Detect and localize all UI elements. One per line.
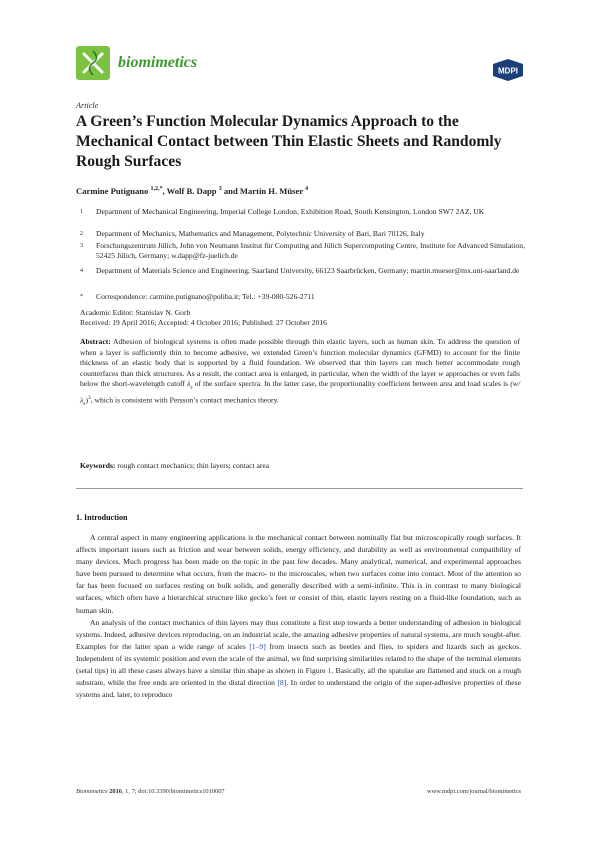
- math-paren: ): [85, 395, 88, 405]
- author-affiliation-marker: 4: [305, 186, 309, 193]
- figure-link[interactable]: 1: [327, 666, 332, 676]
- author-list: Carmine Putignano $^{1,2,*}$, Wolf B. Dapp $^3$ and Martin H. Müser $^4$: [76, 186, 309, 196]
- citation-link[interactable]: [1–9]: [249, 641, 266, 651]
- footer-journal: Biomimetics: [76, 788, 108, 795]
- correspondence-text: Correspondence: carmine.putignano@poliba.it; Tel.: +39-080-526-2711: [96, 292, 315, 301]
- mdpi-logo-icon: [490, 58, 526, 82]
- footer-url[interactable]: www.mdpi.com/journal/biomimetics: [426, 788, 521, 795]
- abstract-text: , which is consistent with Persson’s contact mechanics theory.: [90, 395, 279, 405]
- body-text: [76, 532, 521, 701]
- math-subscript: s: [83, 401, 86, 408]
- author-conjunction: and: [223, 186, 238, 196]
- affiliation-number: 1: [80, 209, 83, 215]
- section-heading: 1. Introduction: [76, 513, 128, 522]
- abstract-text: Adhesion of biological systems is often made possible through thin elastic layers, such as human skin. To address the question of when a layer is sufficiently thin to become adhesive, we extended Green’s function molecular dynamics (GFMD) to account for the finite thickness of an elastic body that is supported by a fluid foundation. We observed that thin layers can much better accommodate rough counterfaces than thick structures. As a result, the contact area is enlarged, in particular, when the width of the layer: [80, 337, 521, 378]
- affiliation-text: Department of Mechanics, Mathematics and Management, Polytechnic University of Bari, Bari 70126, Italy: [96, 229, 425, 238]
- paragraph-text: from insects such as beetles and flies, to spiders and lizards such as geckos. Independent of its systemic position and even the scale of the animal, we find surprising similarities related to the shape of the terminal elements (setal tips) in all these cases always have a similar thin shape as shown in Figure: [76, 641, 521, 676]
- correspondence-marker: *: [80, 294, 83, 300]
- affiliation-text: Department of Mechanical Engineering, Imperial College London, Exhibition Road, South Kensington, London SW7 2AZ, UK: [96, 207, 485, 216]
- math-subscript: s: [190, 384, 193, 391]
- journal-header: [76, 44, 526, 88]
- paragraph-text: . Basically, all the spatulae are flattened and stuck on a rough substrate, while the free ends are oriented in the distal direction: [76, 666, 521, 688]
- math-exponent: 3: [87, 395, 91, 402]
- abstract: [80, 337, 520, 410]
- citation-link[interactable]: [8]: [277, 678, 287, 688]
- abstract-text: of the surface spectra. In the latter case, the proportionality coefficient between area and load scales is: [192, 379, 511, 388]
- abstract-text: approaches or even falls below the short-wavelength cutoff: [80, 368, 520, 388]
- abstract-label: Abstract:: [80, 337, 111, 346]
- paragraph-text: . In order to understand the origin of the super-adhesive properties of these systems and, later, to reproduce: [76, 678, 521, 700]
- affiliation-text: Forschungszentrum Jülich, John von Neumann Institut für Computing and Jülich Supercomputing Centre, Institute for Advanced Simulation, 52425 Jülich, Germany; w.dapp@fz-juelich.de: [96, 241, 525, 261]
- author-name: Martin H. Müser: [239, 186, 303, 196]
- affiliation-number: 2: [80, 231, 83, 237]
- footer-citation: [76, 788, 225, 795]
- biomimetics-logo-icon: [76, 46, 110, 80]
- affiliation-number: 4: [80, 268, 83, 274]
- keywords-text: rough contact mechanics; thin layers; contact area: [117, 461, 270, 470]
- keywords-label: Keywords:: [80, 461, 116, 470]
- article-title: A Green’s Function Molecular Dynamics Approach to the Mechanical Contact between Thin Elastic Sheets and Randomly Rough Surfaces: [76, 113, 502, 170]
- math-symbol: λ: [187, 379, 191, 388]
- paragraph: [76, 617, 521, 702]
- author-affiliation-marker: 3: [218, 186, 222, 193]
- math-expression: (w/λ: [80, 379, 520, 405]
- paragraph-text: An analysis of the contact mechanics of thin layers may thus constitute a first step towards a better understanding of adhesion in biological systems. Indeed, adhesive devices reproducing, on an industrial scale, the amazing adhesive properties of natural systems, are much sought-after. Examples for the latter span a wide range of scales: [76, 617, 521, 651]
- affiliation-text: Department of Materials Science and Engineering, Saarland University, 66123 Saarbrücken, Germany; martin.mueser@mx.uni-saarland.de: [96, 266, 520, 275]
- math-symbol: w: [438, 368, 444, 378]
- footer-doi: , 1, 7; doi:10.3390/biomimetics1010007: [121, 788, 225, 795]
- academic-editor: Academic Editor: Stanislav N. Gorb: [80, 308, 191, 317]
- footer-year: 2016: [109, 788, 122, 795]
- publication-dates: Received: 19 April 2016; Accepted: 4 October 2016; Published: 27 October 2016: [80, 318, 327, 328]
- affiliation-number: 3: [80, 243, 83, 249]
- journal-name: biomimetics: [118, 54, 198, 71]
- article-type: Article: [76, 101, 99, 110]
- paragraph: A central aspect in many engineering applications is the mechanical contact between nominally flat but microscopically rough surfaces. It affects important issues such as friction and wear between solids, energy efficiency, and durability as well as environmental compatibility of many devices. Much progress has been made on the topic in the past few decades. Many analytical, numerical, and experimental approaches have been pursued to determine what occurs, from the macro- to the microscales, when two surfaces come into contact. Most of the attention so far has been focused on surfaces resting on bulk solids, and generally described with a semi-infinite. This is in contrast to many biological surfaces, which often have a hierarchical structure like gecko’s feet or consist of thin, elastic layers resting on a fluid-like foundation, such as human skin.: [76, 533, 521, 615]
- publisher-name: MDPI: [498, 66, 518, 76]
- author-affiliation-marker: 1,2,*: [150, 186, 163, 193]
- editorial-info: [80, 308, 327, 329]
- author-name: Wolf B. Dapp: [166, 186, 217, 196]
- keywords: [80, 461, 269, 470]
- section-divider: [76, 488, 523, 489]
- author-name: Carmine Putignano: [76, 186, 149, 196]
